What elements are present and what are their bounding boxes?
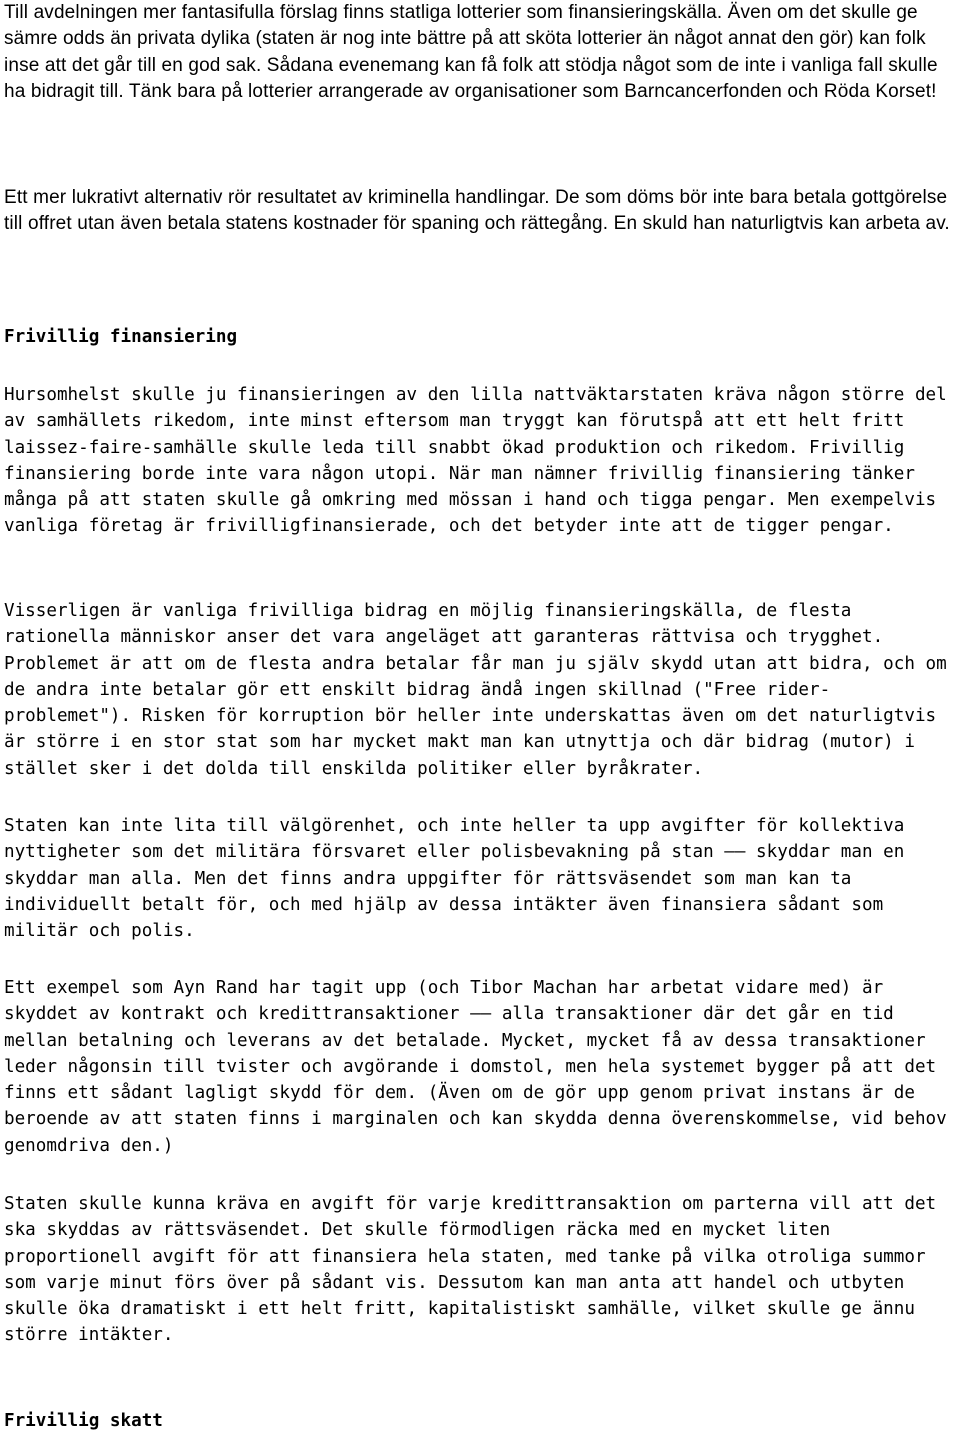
paragraph-valgorenhet: Staten kan inte lita till välgörenhet, och inte heller ta upp avgifter för kollektiva nyttigheter som det militära försvaret eller polisbevakning på stan —— skyddar man en skyddar man alla. Men det finns andra uppgifter för rättsväsendet som man kan ta individuellt betalt för, och med hjälp av dessa intäkter även finansiera sådant som militär och polis. [4, 816, 905, 942]
heading-frivillig-skatt: Frivillig skatt [4, 1411, 163, 1431]
paragraph-frivilliga-bidrag: Visserligen är vanliga frivilliga bidrag en möjlig finansieringskälla, de flesta rationella människor anser det vara angeläget att garanteras rättvisa och trygghet. Problemet är att om de flesta andra betalar får man ju själv skydd utan att bidra, och om de andra inte betalar gör ett enskilt bidrag ändå ingen skillnad ("Free rider-problemet"). Risken för korruption bör heller inte underskattas även om det naturligtvis är större i en stor stat som har mycket makt man kan utnyttja och där bidrag (mutor) i stället sker i det dolda till enskilda politiker eller byråkrater. [4, 601, 947, 779]
paragraph-avgift-kredittransaktion: Staten skulle kunna kräva en avgift för varje kredittransaktion om parterna vill att det ska skyddas av rättsväsendet. Det skulle förmodligen räcka med en mycket liten proportionell avgift för att finansiera hela staten, med tanke på vilka otroliga summor som varje minut förs över på sådant vis. Dessutom kan man anta att handel och utbyten skulle öka dramatiskt i ett helt fritt, kapitalistiskt samhälle, vilket skulle ge ännu större intäkter. [4, 1194, 937, 1346]
paragraph-kredittransaktioner: Ett exempel som Ayn Rand har tagit upp (och Tibor Machan har arbetat vidare med) är skyddet av kontrakt och kredittransaktioner —— alla transaktioner där det går en tid mellan betalning och leverans av det betalade. Mycket, mycket få av dessa transaktioner leder någonsin till tvister och avgörande i domstol, men hela systemet bygger på att det finns ett sådant lagligt skydd för dem. (Även om de gör upp genom privat instans är de beroende av att staten finns i marginalen och kan skydda denna överenskommelse, vid behov genomdriva den.) [4, 978, 947, 1156]
paragraph-nattvaktarstaten: Hursomhelst skulle ju finansieringen av den lilla nattväktarstaten kräva någon större del av samhällets rikedom, inte minst eftersom man tryggt kan förutspå att ett helt fritt laissez-faire-samhälle skulle leda till snabbt ökad produktion och rikedom. Frivillig finansiering borde inte vara någon utopi. När man nämner frivillig finansiering tänker många på att staten skulle gå omkring med mössan i hand och tigga pengar. Men exempelvis vanliga företag är frivilligfinansierade, och det betyder inte att de tigger pengar. [4, 385, 947, 537]
paragraph-lotterier: Till avdelningen mer fantasifulla förslag finns statliga lotterier som finansieringskälla. Även om det skulle ge sämre odds än privata dylika (staten är nog inte bättre på att sköta lotterier än något annat den gör) kan folk inse att det går till en god sak. Sådana evenemang kan få folk att stödja något som de inte i vanliga fall skulle ha bidragit till. Tänk bara på lotterier arrangerade av organisationer som Barncancerfonden och Röda Korset! [4, 2, 938, 102]
paragraph-kriminella-handlingar: Ett mer lukrativt alternativ rör resultatet av kriminella handlingar. De som döms bör inte bara betala gottgörelse till offret utan även betala statens kostnader för spaning och rättegång. En skuld han naturligtvis kan arbeta av. [4, 187, 950, 235]
heading-frivillig-finansiering: Frivillig finansiering [4, 327, 238, 347]
